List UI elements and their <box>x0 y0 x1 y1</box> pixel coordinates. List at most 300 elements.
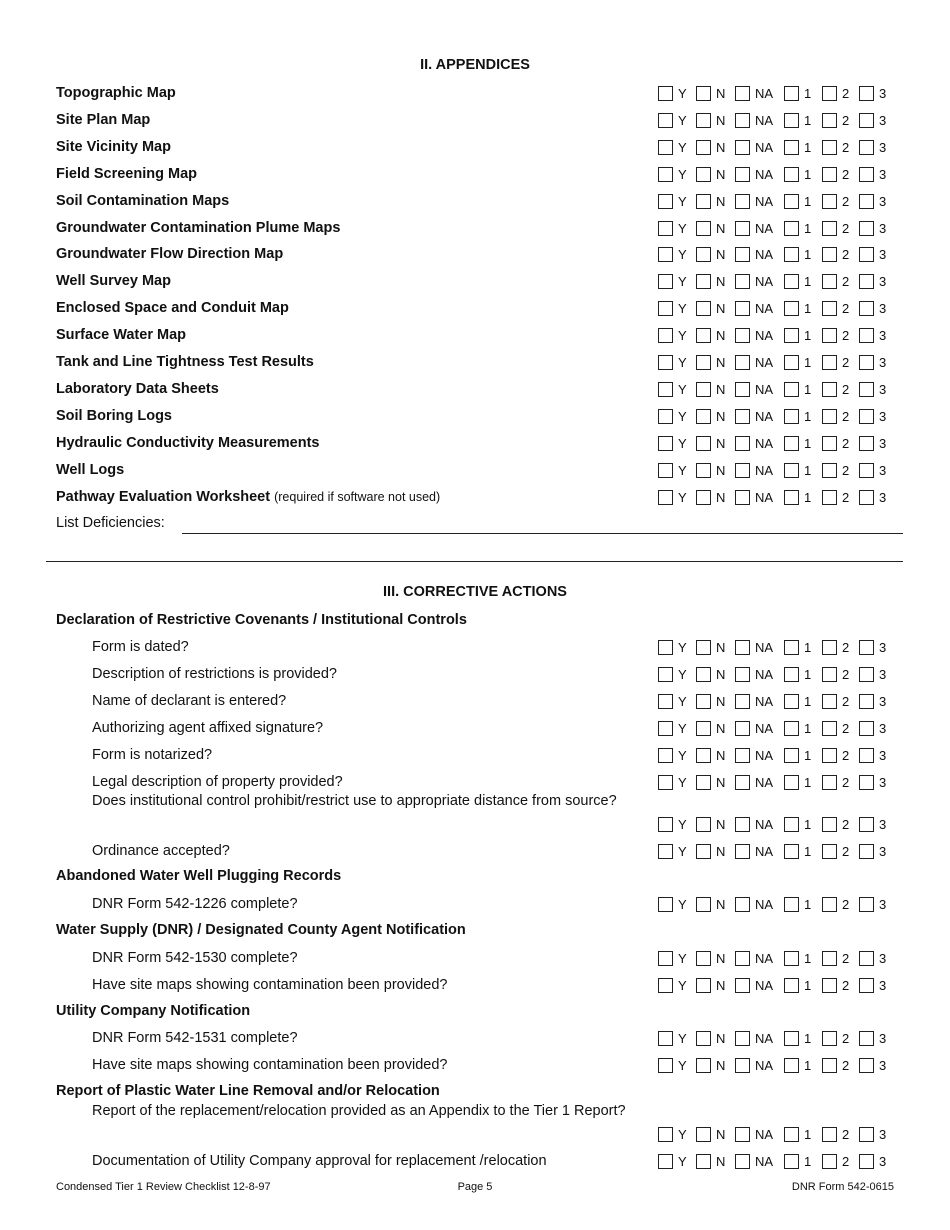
option-checkbox[interactable] <box>696 1058 711 1073</box>
appendix-label-text: Groundwater Contamination Plume Maps <box>56 220 341 236</box>
option-label: 3 <box>879 247 887 262</box>
option-checkbox[interactable] <box>859 409 874 424</box>
option-checkbox[interactable] <box>735 951 750 966</box>
option-label: NA <box>755 113 774 128</box>
option-checkbox[interactable] <box>696 1154 711 1169</box>
option-checkbox[interactable] <box>859 1154 874 1169</box>
option-label: 1 <box>804 1127 812 1142</box>
option-checkbox[interactable] <box>658 721 673 736</box>
option-checkbox[interactable] <box>859 775 874 790</box>
option-checkbox[interactable] <box>784 897 799 912</box>
option-label: 1 <box>804 817 812 832</box>
option-checkbox[interactable] <box>658 951 673 966</box>
option-checkbox[interactable] <box>735 328 750 343</box>
option-checkbox[interactable] <box>658 775 673 790</box>
option-checkbox[interactable] <box>735 167 750 182</box>
option-checkbox[interactable] <box>735 194 750 209</box>
option-checkbox[interactable] <box>784 817 799 832</box>
option-checkbox[interactable] <box>735 221 750 236</box>
appendix-label <box>56 217 340 239</box>
option-checkbox[interactable] <box>696 355 711 370</box>
option-checkbox[interactable] <box>784 436 799 451</box>
option-checkbox[interactable] <box>696 667 711 682</box>
option-checkbox[interactable] <box>822 463 837 478</box>
option-checkbox[interactable] <box>859 1031 874 1046</box>
option-checkbox[interactable] <box>735 409 750 424</box>
option-checkbox[interactable] <box>822 382 837 397</box>
option-label: N <box>716 844 726 859</box>
option-label: N <box>716 978 726 993</box>
option-checkbox[interactable] <box>784 844 799 859</box>
option-checkbox[interactable] <box>859 844 874 859</box>
option-label: 1 <box>804 897 812 912</box>
option-checkbox[interactable] <box>859 355 874 370</box>
option-label: NA <box>755 274 774 289</box>
option-label: Y <box>678 951 687 966</box>
option-label: 1 <box>804 721 812 736</box>
option-label: NA <box>755 194 774 209</box>
option-label: 3 <box>879 328 887 343</box>
option-checkbox[interactable] <box>658 194 673 209</box>
option-checkbox[interactable] <box>658 86 673 101</box>
option-checkbox[interactable] <box>822 301 837 316</box>
option-label: Y <box>678 844 687 859</box>
option-checkbox[interactable] <box>784 694 799 709</box>
option-checkbox[interactable] <box>822 844 837 859</box>
option-checkbox[interactable] <box>658 1031 673 1046</box>
option-checkbox[interactable] <box>859 694 874 709</box>
option-label: 3 <box>879 978 887 993</box>
option-checkbox[interactable] <box>859 721 874 736</box>
option-checkbox[interactable] <box>859 274 874 289</box>
option-checkbox[interactable] <box>735 1031 750 1046</box>
option-label: 3 <box>879 1031 887 1046</box>
option-label: Y <box>678 355 687 370</box>
option-checkbox[interactable] <box>822 1154 837 1169</box>
option-checkbox[interactable] <box>859 897 874 912</box>
option-label: NA <box>755 328 774 343</box>
option-label: NA <box>755 721 774 736</box>
option-checkbox[interactable] <box>784 86 799 101</box>
option-label: 1 <box>804 490 812 505</box>
option-label: 2 <box>842 463 850 478</box>
option-checkbox[interactable] <box>658 355 673 370</box>
option-checkbox[interactable] <box>696 1031 711 1046</box>
option-checkbox[interactable] <box>735 817 750 832</box>
option-checkbox[interactable] <box>658 1154 673 1169</box>
option-checkbox[interactable] <box>784 1058 799 1073</box>
option-checkbox[interactable] <box>735 113 750 128</box>
checklist-row <box>0 771 950 793</box>
appendix-row <box>0 190 950 212</box>
option-checkbox[interactable] <box>696 775 711 790</box>
option-checkbox[interactable] <box>822 775 837 790</box>
option-label: 3 <box>879 667 887 682</box>
option-label: Y <box>678 463 687 478</box>
option-checkbox[interactable] <box>658 436 673 451</box>
option-checkbox[interactable] <box>735 140 750 155</box>
option-label: Y <box>678 667 687 682</box>
option-checkbox[interactable] <box>784 951 799 966</box>
option-checkbox[interactable] <box>784 274 799 289</box>
option-label: 1 <box>804 978 812 993</box>
option-label: 3 <box>879 409 887 424</box>
appendix-label <box>56 243 283 265</box>
option-checkbox[interactable] <box>784 167 799 182</box>
option-label: NA <box>755 167 774 182</box>
option-checkbox[interactable] <box>822 247 837 262</box>
option-checkbox[interactable] <box>784 382 799 397</box>
option-checkbox[interactable] <box>696 951 711 966</box>
option-label: N <box>716 1031 726 1046</box>
option-checkbox[interactable] <box>784 490 799 505</box>
option-label: NA <box>755 463 774 478</box>
option-checkbox[interactable] <box>859 951 874 966</box>
option-checkbox[interactable] <box>696 247 711 262</box>
option-checkbox[interactable] <box>822 897 837 912</box>
option-checkbox[interactable] <box>658 490 673 505</box>
checklist-row <box>0 893 950 915</box>
option-label: 2 <box>842 328 850 343</box>
option-checkbox[interactable] <box>658 382 673 397</box>
option-checkbox[interactable] <box>822 978 837 993</box>
option-checkbox[interactable] <box>822 1127 837 1142</box>
option-checkbox[interactable] <box>658 328 673 343</box>
option-checkbox[interactable] <box>784 328 799 343</box>
option-checkbox[interactable] <box>735 1154 750 1169</box>
appendix-label <box>56 378 219 400</box>
option-checkbox[interactable] <box>696 167 711 182</box>
option-checkbox[interactable] <box>696 721 711 736</box>
option-label: NA <box>755 409 774 424</box>
option-checkbox[interactable] <box>784 221 799 236</box>
option-checkbox[interactable] <box>859 140 874 155</box>
option-checkbox[interactable] <box>658 301 673 316</box>
option-checkbox[interactable] <box>735 355 750 370</box>
option-label: N <box>716 667 726 682</box>
option-label: 2 <box>842 355 850 370</box>
option-checkbox[interactable] <box>735 667 750 682</box>
option-checkbox[interactable] <box>822 667 837 682</box>
option-checkbox[interactable] <box>859 436 874 451</box>
checklist-row <box>0 793 950 835</box>
option-checkbox[interactable] <box>658 667 673 682</box>
appendix-label-text: Surface Water Map <box>56 327 186 343</box>
option-checkbox[interactable] <box>784 721 799 736</box>
option-checkbox[interactable] <box>658 1127 673 1142</box>
option-checkbox[interactable] <box>859 1058 874 1073</box>
appendix-row <box>0 163 950 185</box>
option-checkbox[interactable] <box>658 694 673 709</box>
option-checkbox[interactable] <box>859 221 874 236</box>
option-checkbox[interactable] <box>784 463 799 478</box>
option-checkbox[interactable] <box>784 1154 799 1169</box>
option-label: Y <box>678 167 687 182</box>
option-checkbox[interactable] <box>822 274 837 289</box>
option-label: 3 <box>879 382 887 397</box>
option-checkbox[interactable] <box>859 1127 874 1142</box>
option-label: N <box>716 301 726 316</box>
option-checkbox[interactable] <box>859 382 874 397</box>
option-label: 1 <box>804 301 812 316</box>
option-checkbox[interactable] <box>658 748 673 763</box>
option-label: NA <box>755 640 774 655</box>
option-label: N <box>716 382 726 397</box>
item-label: Form is notarized? <box>92 747 213 763</box>
option-checkbox[interactable] <box>822 140 837 155</box>
option-checkbox[interactable] <box>784 194 799 209</box>
option-checkbox[interactable] <box>658 221 673 236</box>
option-checkbox[interactable] <box>696 490 711 505</box>
option-checkbox[interactable] <box>658 897 673 912</box>
option-checkbox[interactable] <box>696 113 711 128</box>
option-label: 1 <box>804 194 812 209</box>
option-label: 1 <box>804 463 812 478</box>
option-checkbox[interactable] <box>784 113 799 128</box>
option-checkbox[interactable] <box>859 113 874 128</box>
option-checkbox[interactable] <box>658 247 673 262</box>
option-checkbox[interactable] <box>822 490 837 505</box>
group-heading-label: Water Supply (DNR) / Designated County Agent Notification <box>56 922 466 938</box>
option-checkbox[interactable] <box>859 167 874 182</box>
option-checkbox[interactable] <box>822 86 837 101</box>
group-heading-label: Declaration of Restrictive Covenants / Institutional Controls <box>56 612 467 628</box>
option-checkbox[interactable] <box>696 221 711 236</box>
option-label: NA <box>755 667 774 682</box>
group-heading <box>0 1080 950 1102</box>
option-checkbox[interactable] <box>735 463 750 478</box>
option-checkbox[interactable] <box>658 1058 673 1073</box>
option-label: 3 <box>879 167 887 182</box>
option-label: 3 <box>879 436 887 451</box>
option-label: NA <box>755 817 774 832</box>
option-checkbox[interactable] <box>822 436 837 451</box>
option-label: NA <box>755 86 774 101</box>
item-label: Documentation of Utility Company approval for replacement /relocation <box>92 1153 547 1169</box>
option-label: NA <box>755 897 774 912</box>
deficiencies-line[interactable] <box>182 533 903 534</box>
option-checkbox[interactable] <box>859 817 874 832</box>
checklist-row <box>0 744 950 766</box>
option-checkbox[interactable] <box>696 140 711 155</box>
option-checkbox[interactable] <box>822 640 837 655</box>
option-label: N <box>716 194 726 209</box>
option-checkbox[interactable] <box>784 1031 799 1046</box>
option-checkbox[interactable] <box>822 409 837 424</box>
option-checkbox[interactable] <box>822 951 837 966</box>
option-checkbox[interactable] <box>658 167 673 182</box>
option-checkbox[interactable] <box>658 463 673 478</box>
option-label: 2 <box>842 1127 850 1142</box>
checklist-row <box>0 947 950 969</box>
appendix-row <box>0 324 950 346</box>
option-checkbox[interactable] <box>822 748 837 763</box>
option-checkbox[interactable] <box>784 667 799 682</box>
appendix-label-text: Well Logs <box>56 462 125 478</box>
option-label: NA <box>755 436 774 451</box>
option-checkbox[interactable] <box>784 775 799 790</box>
option-label: 3 <box>879 1154 887 1169</box>
option-label: 2 <box>842 490 850 505</box>
option-checkbox[interactable] <box>735 1127 750 1142</box>
option-checkbox[interactable] <box>822 221 837 236</box>
option-label: 1 <box>804 274 812 289</box>
option-checkbox[interactable] <box>735 640 750 655</box>
option-checkbox[interactable] <box>859 194 874 209</box>
option-checkbox[interactable] <box>696 897 711 912</box>
option-label: N <box>716 775 726 790</box>
option-checkbox[interactable] <box>822 328 837 343</box>
option-checkbox[interactable] <box>696 978 711 993</box>
option-checkbox[interactable] <box>658 409 673 424</box>
option-checkbox[interactable] <box>658 640 673 655</box>
option-label: 3 <box>879 140 887 155</box>
option-checkbox[interactable] <box>822 113 837 128</box>
option-checkbox[interactable] <box>822 1058 837 1073</box>
option-checkbox[interactable] <box>735 490 750 505</box>
option-label: Y <box>678 897 687 912</box>
option-label: Y <box>678 274 687 289</box>
option-checkbox[interactable] <box>735 436 750 451</box>
option-label: NA <box>755 221 774 236</box>
option-checkbox[interactable] <box>735 247 750 262</box>
option-checkbox[interactable] <box>859 247 874 262</box>
option-label: N <box>716 463 726 478</box>
appendix-row <box>0 351 950 373</box>
appendix-row <box>0 297 950 319</box>
option-checkbox[interactable] <box>735 721 750 736</box>
option-label: 1 <box>804 1031 812 1046</box>
option-checkbox[interactable] <box>658 140 673 155</box>
checklist-row <box>0 717 950 739</box>
option-checkbox[interactable] <box>735 748 750 763</box>
option-checkbox[interactable] <box>859 490 874 505</box>
footer-form-title: Condensed Tier 1 Review Checklist 12-8-97 <box>56 1181 271 1193</box>
option-checkbox[interactable] <box>658 274 673 289</box>
appendix-label <box>56 351 314 373</box>
item-label: DNR Form 542-1530 complete? <box>92 950 298 966</box>
option-label: 2 <box>842 140 850 155</box>
option-label: 2 <box>842 844 850 859</box>
option-checkbox[interactable] <box>735 775 750 790</box>
corrective-title: III. CORRECTIVE ACTIONS <box>383 584 567 600</box>
option-checkbox[interactable] <box>784 301 799 316</box>
option-checkbox[interactable] <box>735 844 750 859</box>
option-checkbox[interactable] <box>784 1127 799 1142</box>
option-checkbox[interactable] <box>735 978 750 993</box>
option-checkbox[interactable] <box>696 86 711 101</box>
option-checkbox[interactable] <box>859 640 874 655</box>
appendix-label <box>56 405 172 427</box>
option-label: 1 <box>804 355 812 370</box>
option-checkbox[interactable] <box>735 897 750 912</box>
option-checkbox[interactable] <box>784 640 799 655</box>
option-checkbox[interactable] <box>696 436 711 451</box>
option-checkbox[interactable] <box>735 274 750 289</box>
option-label: N <box>716 694 726 709</box>
option-checkbox[interactable] <box>784 409 799 424</box>
appendix-note: (required if software not used) <box>274 490 441 504</box>
option-checkbox[interactable] <box>784 978 799 993</box>
option-checkbox[interactable] <box>696 1127 711 1142</box>
option-checkbox[interactable] <box>822 194 837 209</box>
option-checkbox[interactable] <box>696 817 711 832</box>
option-checkbox[interactable] <box>658 844 673 859</box>
option-checkbox[interactable] <box>822 694 837 709</box>
appendix-label <box>56 190 229 212</box>
option-checkbox[interactable] <box>859 301 874 316</box>
option-label: 1 <box>804 86 812 101</box>
option-checkbox[interactable] <box>859 463 874 478</box>
option-label: 3 <box>879 274 887 289</box>
option-label: Y <box>678 1031 687 1046</box>
option-checkbox[interactable] <box>859 86 874 101</box>
option-label: 2 <box>842 694 850 709</box>
option-checkbox[interactable] <box>696 844 711 859</box>
option-checkbox[interactable] <box>658 817 673 832</box>
item-label: Have site maps showing contamination been provided? <box>92 977 448 993</box>
option-label: 3 <box>879 86 887 101</box>
appendix-label-text: Pathway Evaluation Worksheet <box>56 489 271 505</box>
option-checkbox[interactable] <box>859 667 874 682</box>
option-checkbox[interactable] <box>658 113 673 128</box>
option-checkbox[interactable] <box>696 409 711 424</box>
option-checkbox[interactable] <box>735 1058 750 1073</box>
option-checkbox[interactable] <box>696 301 711 316</box>
option-checkbox[interactable] <box>822 1031 837 1046</box>
option-label: 1 <box>804 694 812 709</box>
appendix-label-text: Topographic Map <box>56 85 176 101</box>
option-checkbox[interactable] <box>784 140 799 155</box>
option-checkbox[interactable] <box>658 978 673 993</box>
option-checkbox[interactable] <box>784 355 799 370</box>
option-label: N <box>716 436 726 451</box>
option-label: Y <box>678 436 687 451</box>
option-checkbox[interactable] <box>859 748 874 763</box>
option-checkbox[interactable] <box>735 301 750 316</box>
option-checkbox[interactable] <box>696 463 711 478</box>
option-checkbox[interactable] <box>696 274 711 289</box>
option-checkbox[interactable] <box>784 748 799 763</box>
option-checkbox[interactable] <box>696 748 711 763</box>
option-checkbox[interactable] <box>696 694 711 709</box>
option-checkbox[interactable] <box>735 694 750 709</box>
option-checkbox[interactable] <box>696 382 711 397</box>
option-checkbox[interactable] <box>822 721 837 736</box>
option-checkbox[interactable] <box>859 328 874 343</box>
item-label: Name of declarant is entered? <box>92 693 287 709</box>
option-checkbox[interactable] <box>735 382 750 397</box>
option-checkbox[interactable] <box>859 978 874 993</box>
option-label: 3 <box>879 490 887 505</box>
option-checkbox[interactable] <box>822 817 837 832</box>
option-label: 2 <box>842 86 850 101</box>
option-checkbox[interactable] <box>822 167 837 182</box>
option-checkbox[interactable] <box>696 194 711 209</box>
option-label: 3 <box>879 301 887 316</box>
group-heading <box>0 865 950 887</box>
option-label: 1 <box>804 436 812 451</box>
option-checkbox[interactable] <box>696 640 711 655</box>
option-checkbox[interactable] <box>696 328 711 343</box>
option-checkbox[interactable] <box>784 247 799 262</box>
option-checkbox[interactable] <box>735 86 750 101</box>
appendices-title: II. APPENDICES <box>420 57 530 73</box>
footer-page-number: Page 5 <box>457 1181 493 1193</box>
option-label: Y <box>678 194 687 209</box>
option-label: N <box>716 951 726 966</box>
option-checkbox[interactable] <box>822 355 837 370</box>
